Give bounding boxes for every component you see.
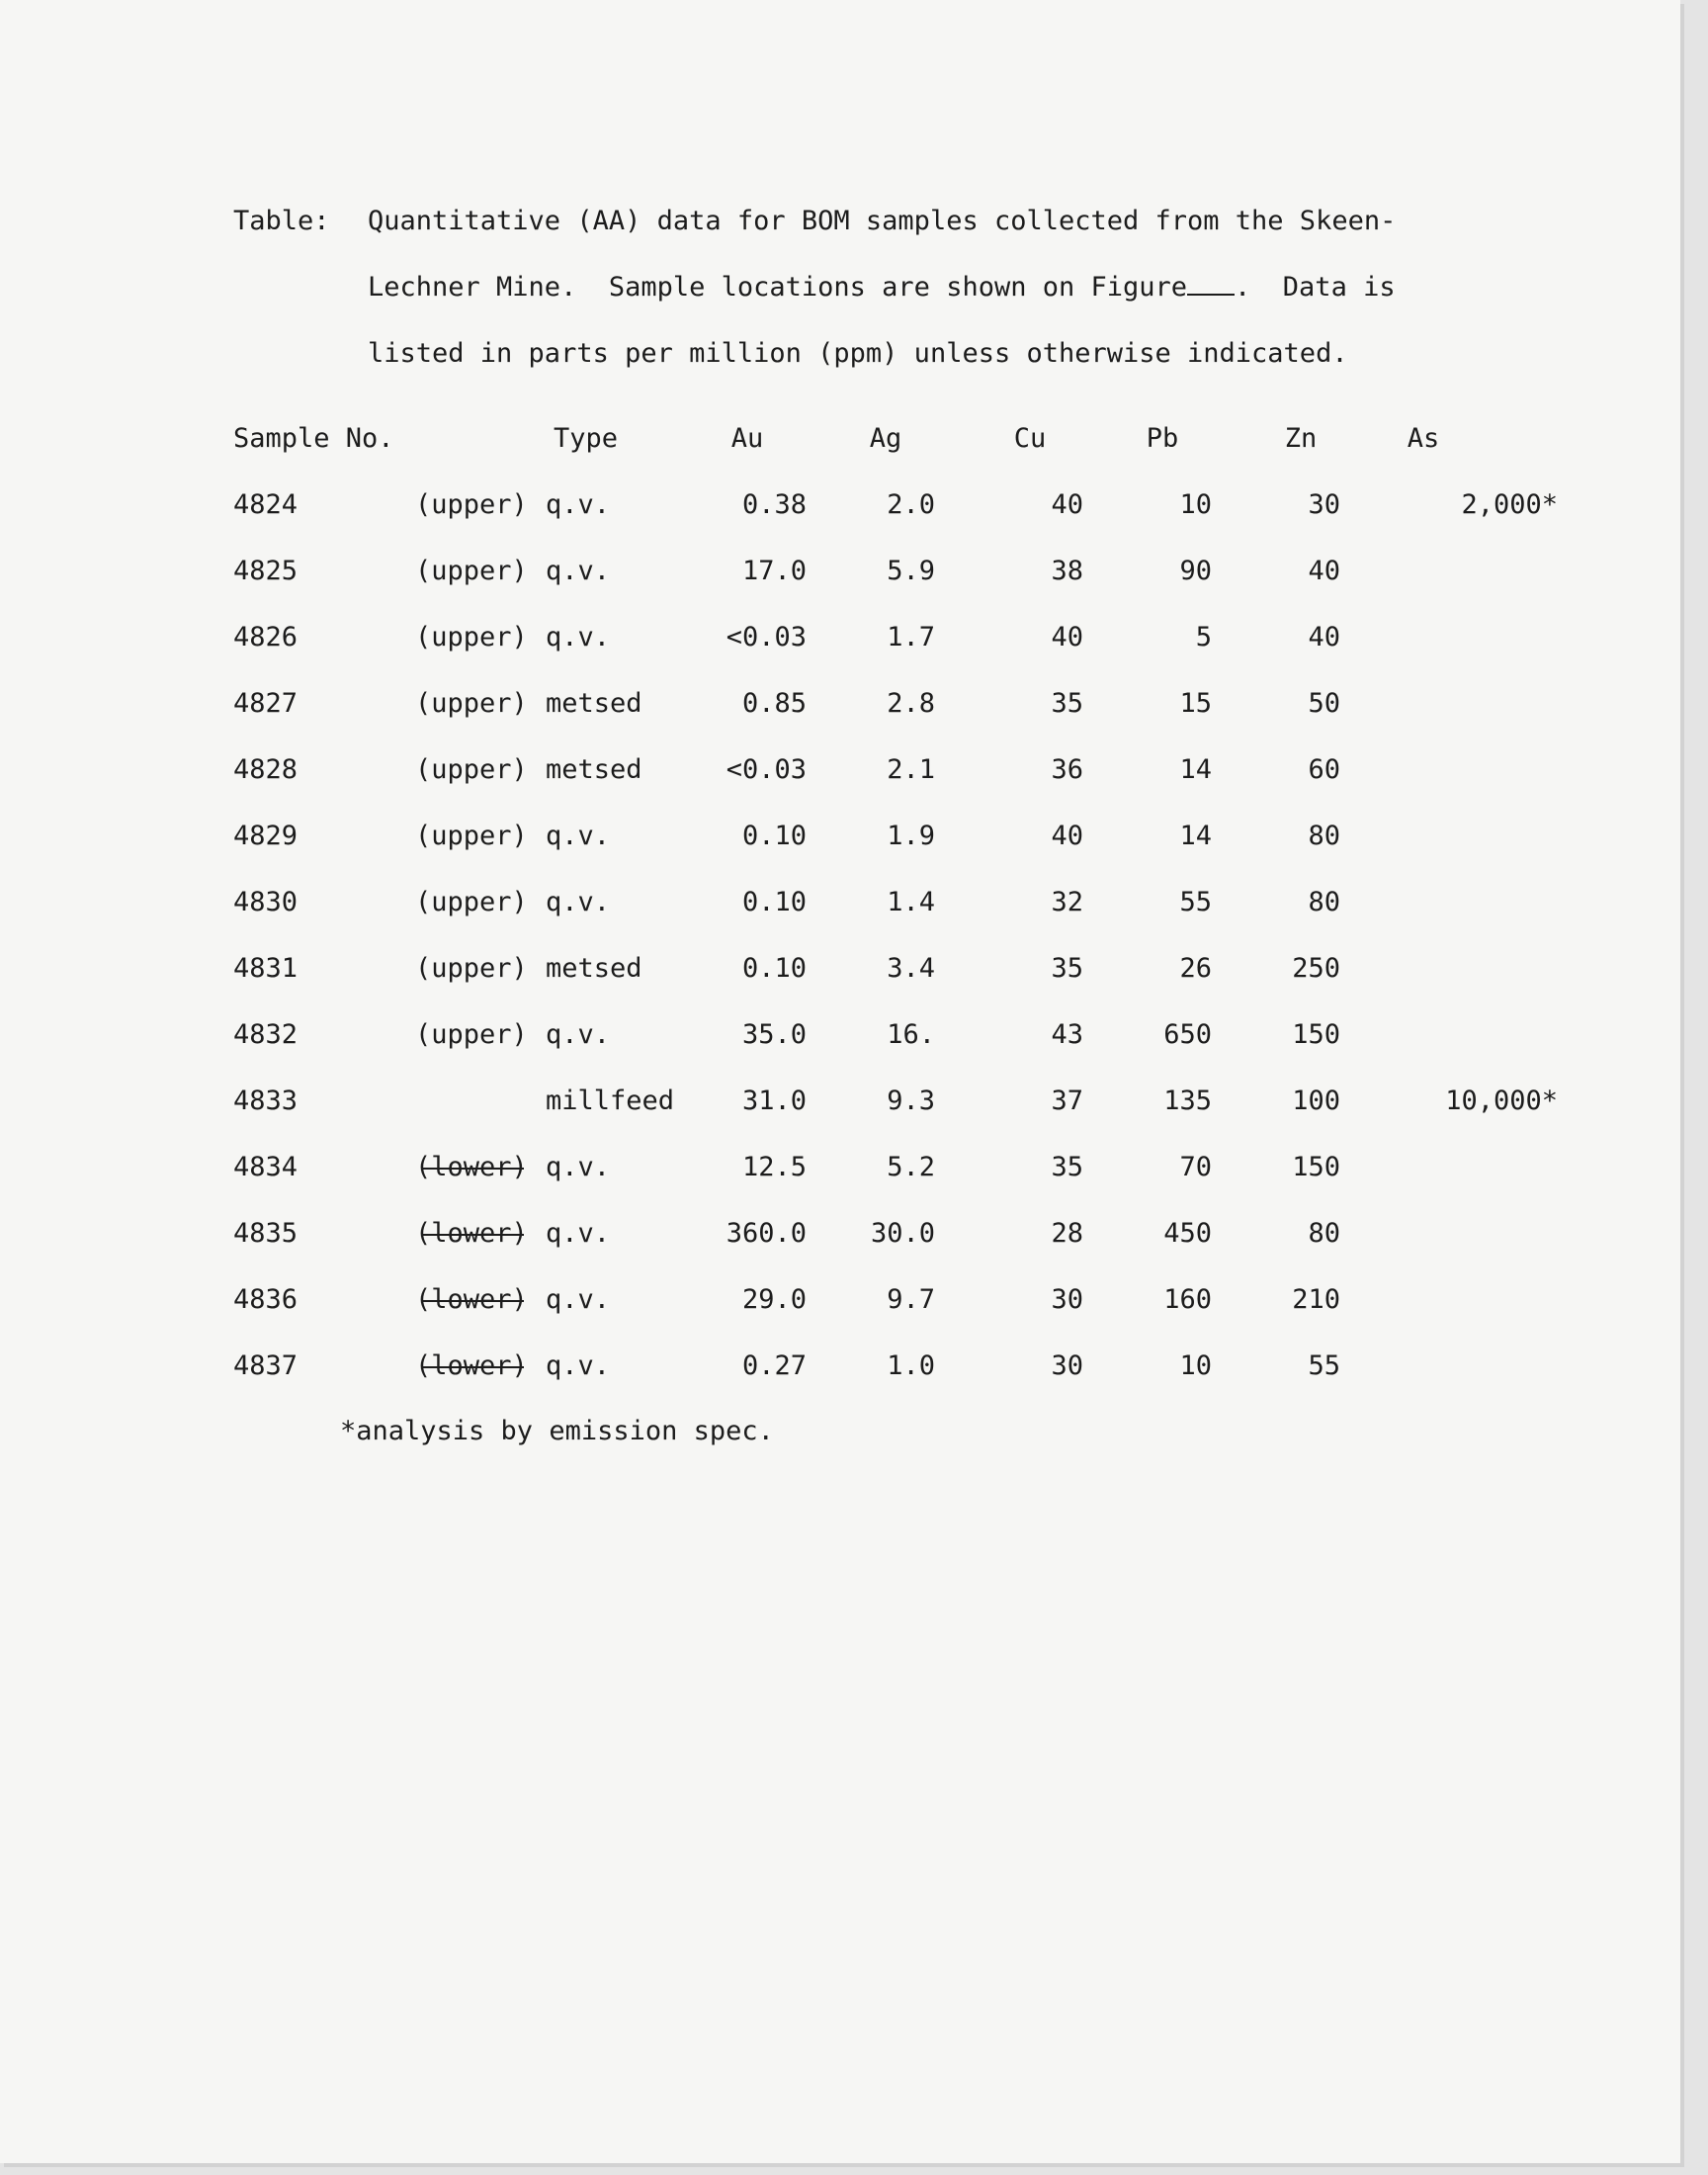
header-zn: Zn [1284, 423, 1318, 454]
cell-sample: 4835 [233, 1218, 299, 1249]
cell-pb: 10 [1179, 489, 1212, 520]
cell-type: q.v. [546, 1350, 611, 1381]
cell-pb: 14 [1179, 821, 1212, 851]
cell-zn: 50 [1308, 688, 1340, 719]
caption-line-2 [368, 254, 1396, 320]
cell-cu: 40 [1051, 489, 1083, 520]
cell-pb: 160 [1163, 1284, 1212, 1315]
cell-ag: 5.2 [887, 1152, 935, 1182]
cell-pb: 15 [1179, 688, 1212, 719]
cell-loc: (lower) [415, 1152, 528, 1182]
cell-zn: 250 [1292, 953, 1340, 984]
cell-ag: 9.3 [887, 1086, 935, 1116]
table-header-row [233, 423, 1558, 489]
cell-zn: 40 [1308, 556, 1340, 586]
cell-au: 0.85 [741, 688, 807, 719]
cell-au: 360.0 [726, 1218, 807, 1249]
table-row [233, 489, 1558, 556]
cell-sample: 4828 [233, 754, 299, 785]
cell-sample: 4827 [233, 688, 299, 719]
cell-ag: 3.4 [887, 953, 935, 984]
cell-sample: 4824 [233, 489, 299, 520]
cell-sample: 4836 [233, 1284, 299, 1315]
cell-ag: 2.8 [887, 688, 935, 719]
cell-type: millfeed [546, 1086, 675, 1116]
cell-pb: 26 [1179, 953, 1212, 984]
cell-au: 29.0 [741, 1284, 807, 1315]
cell-sample: 4833 [233, 1086, 299, 1116]
cell-type: metsed [546, 754, 642, 785]
cell-zn: 40 [1308, 622, 1340, 652]
cell-type: q.v. [546, 556, 611, 586]
cell-type: q.v. [546, 489, 611, 520]
cell-as: 10,000* [1445, 1086, 1558, 1116]
cell-zn: 210 [1292, 1284, 1340, 1315]
cell-zn: 80 [1308, 1218, 1340, 1249]
cell-zn: 100 [1292, 1086, 1340, 1116]
table-row [233, 953, 1558, 1019]
cell-loc: (upper) [415, 688, 528, 719]
caption-line-3: listed in parts per million (ppm) unless otherwise indicated. [368, 338, 1348, 369]
cell-loc: (upper) [415, 489, 528, 520]
cell-cu: 30 [1051, 1350, 1083, 1381]
cell-type: q.v. [546, 1019, 611, 1050]
cell-ag: 1.7 [887, 622, 935, 652]
cell-type: q.v. [546, 1218, 611, 1249]
cell-ag: 30.0 [870, 1218, 935, 1249]
cell-loc: (lower) [415, 1350, 528, 1381]
table-row [233, 1019, 1558, 1086]
caption-line-1: Quantitative (AA) data for BOM samples collected from the Skeen- [368, 206, 1397, 236]
caption-line-2-end: . Data is [1235, 272, 1396, 303]
cell-zn: 55 [1308, 1350, 1340, 1381]
table-row [233, 688, 1558, 754]
cell-pb: 450 [1163, 1218, 1212, 1249]
cell-sample: 4831 [233, 953, 299, 984]
table-row [233, 821, 1558, 887]
data-table [233, 423, 1558, 1417]
caption-label: Table: [233, 206, 330, 236]
cell-ag: 1.0 [887, 1350, 935, 1381]
cell-zn: 30 [1308, 489, 1340, 520]
footnote: *analysis by emission spec. [340, 1416, 774, 1446]
header-ag: Ag [869, 423, 902, 454]
cell-pb: 55 [1179, 887, 1212, 917]
cell-au: 0.10 [741, 887, 807, 917]
cell-zn: 150 [1292, 1019, 1340, 1050]
cell-zn: 80 [1308, 887, 1340, 917]
cell-ag: 1.9 [887, 821, 935, 851]
cell-cu: 37 [1051, 1086, 1083, 1116]
cell-ag: 2.1 [887, 754, 935, 785]
cell-loc: (upper) [415, 622, 528, 652]
table-row [233, 754, 1558, 821]
table-row [233, 622, 1558, 688]
cell-au: 0.10 [741, 821, 807, 851]
cell-loc: (upper) [415, 821, 528, 851]
cell-cu: 35 [1051, 1152, 1083, 1182]
table-row [233, 1284, 1558, 1350]
cell-ag: 2.0 [887, 489, 935, 520]
cell-type: q.v. [546, 887, 611, 917]
cell-ag: 1.4 [887, 887, 935, 917]
header-pb: Pb [1146, 423, 1179, 454]
table-row [233, 556, 1558, 622]
header-as: As [1407, 423, 1440, 454]
cell-pb: 650 [1163, 1019, 1212, 1050]
cell-pb: 135 [1163, 1086, 1212, 1116]
table-row [233, 1152, 1558, 1218]
cell-sample: 4830 [233, 887, 299, 917]
cell-au: 31.0 [741, 1086, 807, 1116]
cell-loc: (upper) [415, 556, 528, 586]
table-row [233, 1086, 1558, 1152]
table-row [233, 887, 1558, 953]
cell-ag: 5.9 [887, 556, 935, 586]
cell-au: 0.38 [741, 489, 807, 520]
cell-type: metsed [546, 688, 642, 719]
cell-type: q.v. [546, 1152, 611, 1182]
header-type: Type [554, 423, 619, 454]
cell-pb: 90 [1179, 556, 1212, 586]
cell-type: metsed [546, 953, 642, 984]
cell-loc: (lower) [415, 1284, 528, 1315]
cell-pb: 5 [1195, 622, 1212, 652]
cell-sample: 4829 [233, 821, 299, 851]
cell-sample: 4832 [233, 1019, 299, 1050]
cell-cu: 35 [1051, 688, 1083, 719]
cell-sample: 4837 [233, 1350, 299, 1381]
table-row [233, 1350, 1558, 1417]
cell-au: <0.03 [726, 622, 807, 652]
header-cu: Cu [1013, 423, 1047, 454]
cell-cu: 35 [1051, 953, 1083, 984]
cell-cu: 38 [1051, 556, 1083, 586]
cell-sample: 4834 [233, 1152, 299, 1182]
cell-cu: 32 [1051, 887, 1083, 917]
cell-as: 2,000* [1461, 489, 1558, 520]
cell-ag: 9.7 [887, 1284, 935, 1315]
cell-type: q.v. [546, 622, 611, 652]
caption-line-2-text: Lechner Mine. Sample locations are shown on Figure [368, 272, 1188, 303]
header-sample: Sample No. [233, 423, 394, 454]
cell-au: 12.5 [741, 1152, 807, 1182]
cell-pb: 10 [1179, 1350, 1212, 1381]
cell-cu: 40 [1051, 622, 1083, 652]
cell-cu: 36 [1051, 754, 1083, 785]
cell-sample: 4826 [233, 622, 299, 652]
cell-au: <0.03 [726, 754, 807, 785]
header-au: Au [730, 423, 764, 454]
cell-zn: 60 [1308, 754, 1340, 785]
table-row [233, 1218, 1558, 1284]
cell-cu: 40 [1051, 821, 1083, 851]
figure-number-blank [1187, 272, 1235, 296]
cell-loc: (upper) [415, 754, 528, 785]
cell-cu: 28 [1051, 1218, 1083, 1249]
cell-sample: 4825 [233, 556, 299, 586]
table-body [233, 489, 1558, 1417]
cell-au: 0.10 [741, 953, 807, 984]
cell-cu: 30 [1051, 1284, 1083, 1315]
cell-au: 35.0 [741, 1019, 807, 1050]
cell-loc: (upper) [415, 887, 528, 917]
cell-type: q.v. [546, 821, 611, 851]
cell-cu: 43 [1051, 1019, 1083, 1050]
cell-ag: 16. [887, 1019, 935, 1050]
cell-loc: (upper) [415, 1019, 528, 1050]
cell-loc: (lower) [415, 1218, 528, 1249]
cell-au: 17.0 [741, 556, 807, 586]
cell-type: q.v. [546, 1284, 611, 1315]
cell-pb: 14 [1179, 754, 1212, 785]
cell-au: 0.27 [741, 1350, 807, 1381]
cell-zn: 80 [1308, 821, 1340, 851]
cell-zn: 150 [1292, 1152, 1340, 1182]
cell-loc: (upper) [415, 953, 528, 984]
cell-pb: 70 [1179, 1152, 1212, 1182]
